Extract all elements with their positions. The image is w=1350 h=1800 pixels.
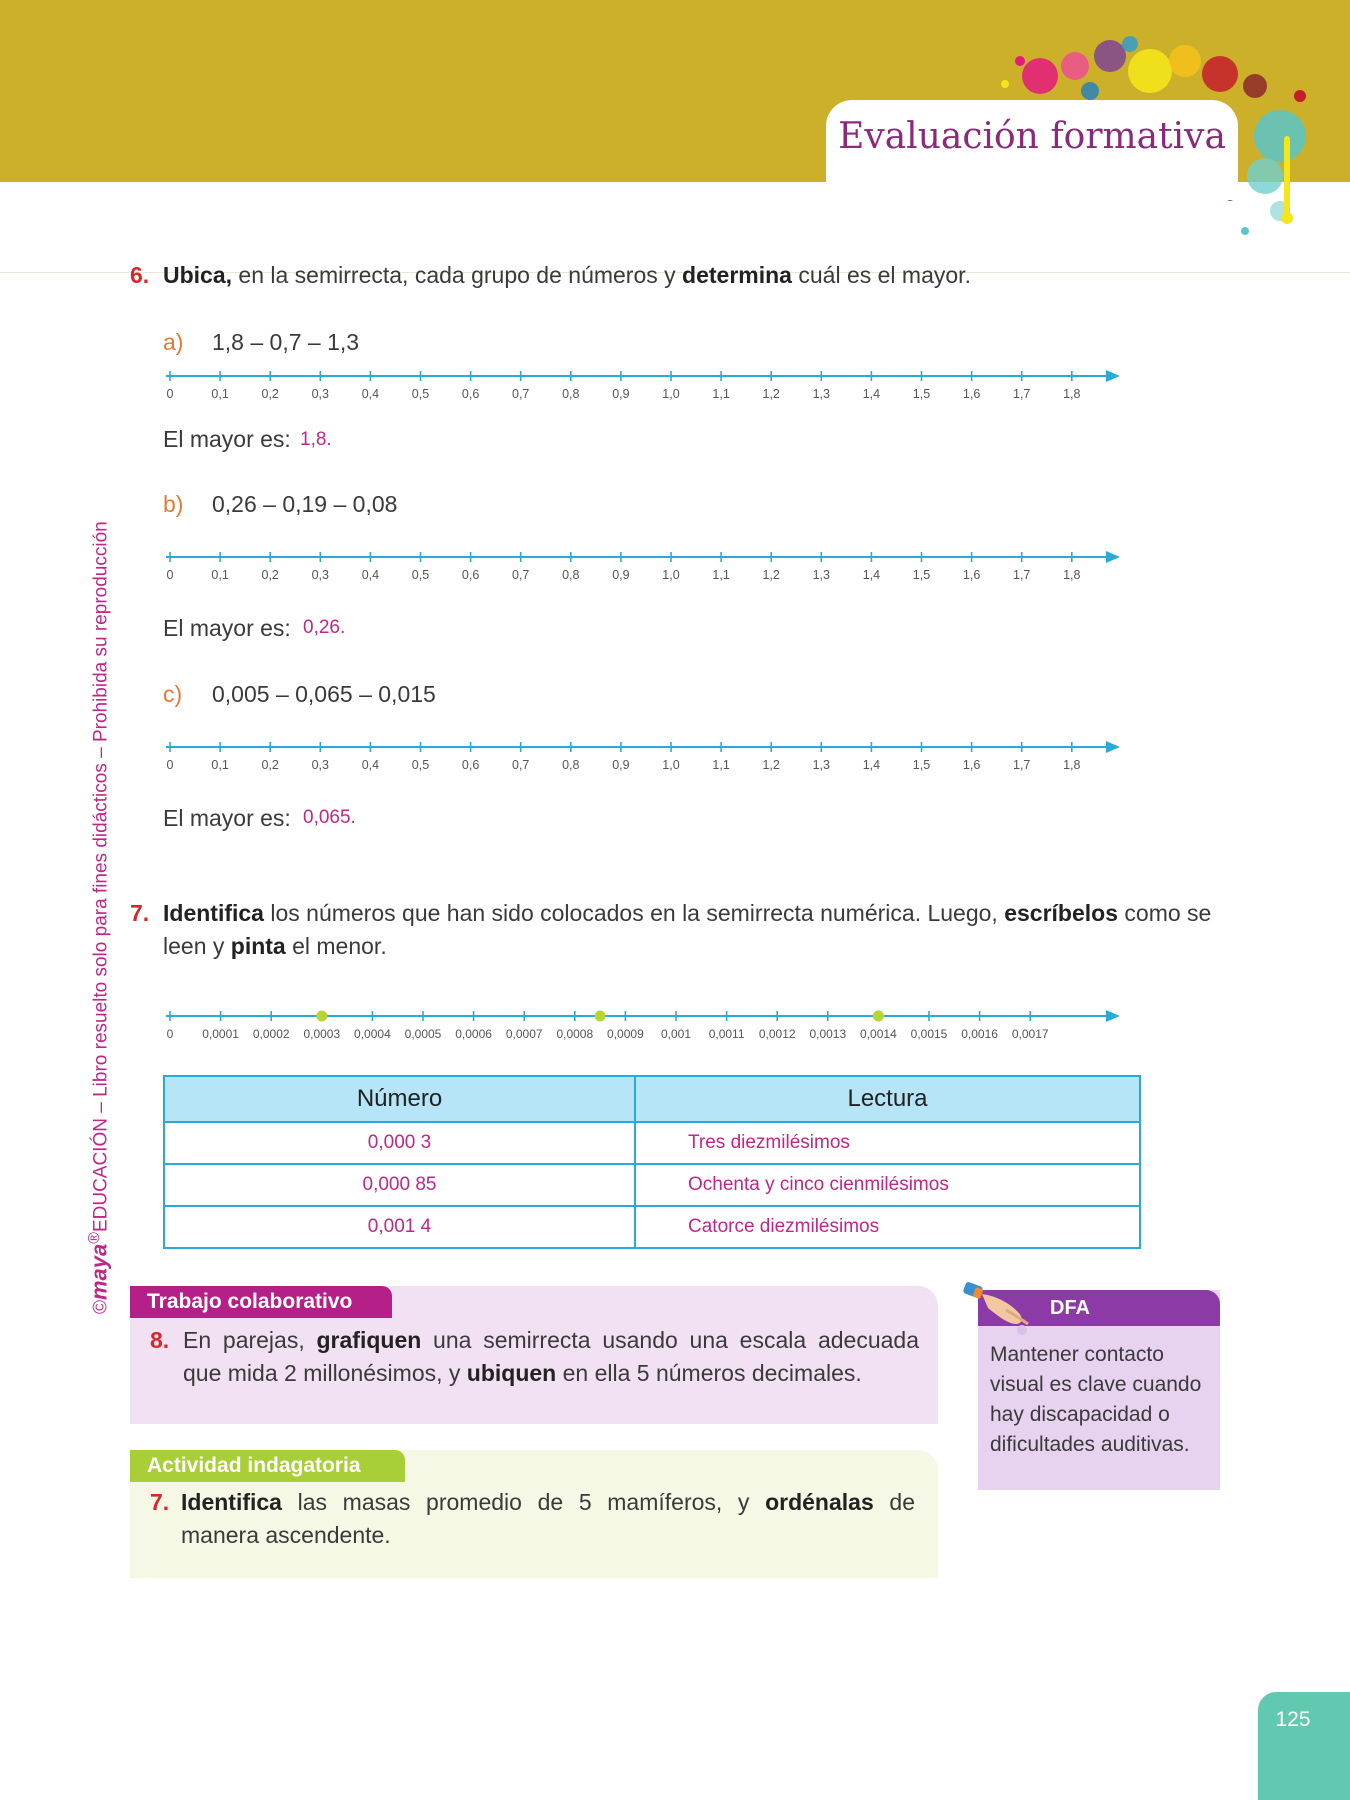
tick-label: 1,1 [712, 758, 730, 772]
tick-label: 0,2 [261, 387, 279, 401]
number-line-b [160, 541, 1130, 589]
trabajo-text-1: En parejas, [183, 1327, 317, 1353]
table-cell-reading: Catorce diezmilésimos [635, 1206, 1140, 1248]
tick-label: 0,0009 [607, 1027, 644, 1041]
tick-label: 0,1 [211, 387, 229, 401]
tick-label: 1,5 [912, 568, 931, 582]
tick-label: 1,6 [962, 758, 981, 772]
tick-label: 0,0017 [1011, 1027, 1049, 1041]
item-c-letter: c) [163, 681, 183, 707]
page-number: 125 [1275, 1708, 1311, 1731]
tick-label: 0,0008 [556, 1027, 594, 1041]
question-7-number: 7. [130, 900, 150, 926]
table-cell-number: 0,001 4 [164, 1206, 635, 1248]
tick-label: 1,5 [912, 758, 931, 772]
tick-label: 0,5 [411, 387, 430, 401]
trabajo-text-3: en ella 5 números decimales. [556, 1360, 862, 1386]
trabajo-colaborativo-tag: Trabajo colaborativo [130, 1286, 392, 1318]
tick-label: 0,0013 [809, 1027, 847, 1041]
number-line-a [160, 360, 1130, 408]
copyright-side-text [80, 484, 110, 1314]
q7-text-3: el menor. [285, 933, 387, 959]
copyright-symbol: © [90, 1300, 112, 1314]
tick-label: 1,1 [712, 568, 730, 582]
tick-label: 1,6 [962, 568, 981, 582]
tick-label: 1,7 [1013, 758, 1031, 772]
tick-label: 0,7 [512, 758, 530, 772]
table-row [164, 1206, 1140, 1248]
tick-label: 1,0 [662, 387, 680, 401]
actividad-indagatoria-tag: Actividad indagatoria [130, 1450, 405, 1482]
q6-text-2: cuál es el mayor. [791, 262, 971, 288]
tick-label: 0,6 [461, 568, 480, 582]
item-a-mayor-label: El mayor es: [163, 426, 291, 452]
tick-label: 0,0002 [252, 1027, 290, 1041]
item-a-letter: a) [163, 329, 184, 355]
table-cell-number: 0,000 3 [164, 1122, 635, 1164]
tick-label: 1,3 [812, 387, 830, 401]
tick-label: 0,4 [361, 758, 380, 772]
item-b-answer: 0,26. [303, 617, 346, 638]
tick-label: 0,1 [211, 758, 229, 772]
tick-label: 0,9 [612, 387, 630, 401]
tick-label: 1,2 [762, 387, 780, 401]
tick-label: 0,5 [411, 568, 430, 582]
q7-text-1: los números que han sido colocados en la semirrecta numérica. Luego, [263, 900, 1005, 926]
tick-label: 1,1 [712, 387, 730, 401]
axis-arrow [1106, 370, 1120, 382]
tick-label: 0 [166, 387, 174, 401]
indagatoria-text [181, 1486, 915, 1552]
table-row [164, 1164, 1140, 1206]
brand-name: maya [86, 1243, 112, 1300]
tick-label: 0,4 [361, 568, 380, 582]
tick-label: 0,0014 [860, 1027, 897, 1041]
tick-label: 1,7 [1013, 568, 1031, 582]
registered-mark: ® [86, 1232, 103, 1244]
tick-label: 1,5 [912, 387, 931, 401]
item-b-group: 0,26 – 0,19 – 0,08 [212, 491, 398, 517]
tick-label: 1,8 [1063, 387, 1081, 401]
item-b-letter: b) [163, 491, 184, 517]
tick-label: 0,0001 [202, 1027, 239, 1041]
hand-icon [962, 1280, 1042, 1336]
indagatoria-number: 7. [150, 1489, 170, 1515]
tick-label: 1,4 [862, 387, 881, 401]
tick-label: 1,2 [762, 758, 780, 772]
item-c-group: 0,005 – 0,065 – 0,015 [212, 681, 436, 707]
axis-arrow [1106, 741, 1120, 753]
tick-label: 0,6 [461, 387, 480, 401]
tick-label: 0,001 [660, 1027, 692, 1041]
tick-label: 0,0004 [354, 1027, 391, 1041]
tick-label: 0,0003 [303, 1027, 341, 1041]
q7-text-2: como se leen y [163, 900, 1212, 959]
tick-label: 0,8 [562, 387, 580, 401]
q6-text-1: en la semirrecta, cada grupo de números y [232, 262, 683, 288]
tick-label: 0 [166, 568, 174, 582]
trabajo-bold-2: ubiquen [466, 1360, 557, 1386]
tick-label: 0,2 [261, 568, 279, 582]
tick-label: 0,1 [211, 568, 229, 582]
tick-label: 1,0 [662, 568, 680, 582]
tick-label: 0,0007 [505, 1027, 543, 1041]
table-header-row [164, 1076, 1140, 1122]
tick-label: 0,3 [311, 758, 329, 772]
dfa-title: DFA [978, 1290, 1220, 1326]
q6-bold-2: determina [682, 262, 792, 288]
axis-arrow [1106, 1010, 1120, 1022]
indagatoria-bold-2: ordénalas [765, 1489, 874, 1515]
dfa-text: Mantener contacto visual es clave cuando hay discapacidad o dificultades auditivas. [990, 1343, 1202, 1456]
table-cell-reading: Tres diezmilésimos [635, 1122, 1140, 1164]
number-line-7 [160, 1000, 1130, 1048]
trabajo-text [183, 1324, 919, 1390]
table-cell-number: 0,000 85 [164, 1164, 635, 1206]
tick-label: 0,0005 [404, 1027, 442, 1041]
table-row [164, 1122, 1140, 1164]
tick-label: 0,8 [562, 568, 580, 582]
tick-label: 0,6 [461, 758, 480, 772]
tick-label: 1,6 [962, 387, 981, 401]
tick-label: 1,3 [812, 568, 830, 582]
tick-label: 0,3 [311, 568, 329, 582]
question-6-text [163, 259, 1123, 292]
indagatoria-text-1: las masas promedio de 5 mamíferos, y [281, 1489, 766, 1515]
tick-label: 0,9 [612, 568, 630, 582]
trabajo-bold-1: grafiquen [316, 1327, 422, 1353]
tick-label: 0 [166, 758, 174, 772]
item-c-mayor-label: El mayor es: [163, 805, 291, 831]
tick-label: 0,7 [512, 568, 530, 582]
q7-bold-2: escríbelos [1004, 900, 1119, 926]
table-header-numero: Número [164, 1076, 635, 1122]
item-c-answer: 0,065. [303, 807, 356, 828]
q7-bold-3: pinta [230, 933, 286, 959]
tick-label: 0,3 [311, 387, 329, 401]
indagatoria-bold-1: Identifica [181, 1489, 282, 1515]
question-6-number: 6. [130, 262, 150, 288]
tick-label: 0 [166, 1027, 174, 1041]
tick-label: 1,8 [1063, 758, 1081, 772]
tick-label: 0,0016 [961, 1027, 998, 1041]
tick-label: 1,8 [1063, 568, 1081, 582]
q6-bold-1: Ubica, [163, 262, 233, 288]
tick-label: 0,4 [361, 387, 380, 401]
q7-bold-1: Identifica [163, 900, 264, 926]
tick-label: 0,0012 [758, 1027, 796, 1041]
item-a-answer: 1,8. [300, 429, 332, 450]
tick-label: 1,2 [762, 568, 780, 582]
question-7-text [163, 897, 1223, 963]
tick-label: 1,4 [862, 758, 881, 772]
marked-point [595, 1011, 606, 1022]
table-cell-reading: Ochenta y cinco cienmilésimos [635, 1164, 1140, 1206]
item-b-mayor-label: El mayor es: [163, 615, 291, 641]
tick-label: 0,0015 [910, 1027, 948, 1041]
trabajo-number: 8. [150, 1327, 170, 1353]
marked-point [873, 1011, 884, 1022]
tick-label: 1,3 [812, 758, 830, 772]
tick-label: 1,0 [662, 758, 680, 772]
axis-arrow [1106, 551, 1120, 563]
tick-label: 0,2 [261, 758, 279, 772]
tick-label: 1,4 [862, 568, 881, 582]
tick-label: 0,5 [411, 758, 430, 772]
table-header-lectura: Lectura [635, 1076, 1140, 1122]
marked-point [316, 1011, 327, 1022]
tick-label: 0,8 [562, 758, 580, 772]
item-a-group: 1,8 – 0,7 – 1,3 [212, 329, 360, 355]
page-title: Evaluación formativa [838, 116, 1226, 157]
readings-table [163, 1075, 1141, 1249]
trabajo-text-2: una semirrecta usando una escala adecuada que mida 2 millonésimos, y [183, 1327, 919, 1386]
tick-label: 0,0011 [708, 1027, 745, 1041]
copyright-rest: EDUCACIÓN – Libro resuelto solo para fines didácticos – Prohibida su reproducción [90, 521, 112, 1233]
tick-label: 0,9 [612, 758, 630, 772]
indagatoria-text-2: de manera ascendente. [181, 1489, 915, 1548]
tick-label: 1,7 [1013, 387, 1031, 401]
tick-label: 0,7 [512, 387, 530, 401]
tick-label: 0,0006 [455, 1027, 492, 1041]
number-line-c [160, 731, 1130, 779]
